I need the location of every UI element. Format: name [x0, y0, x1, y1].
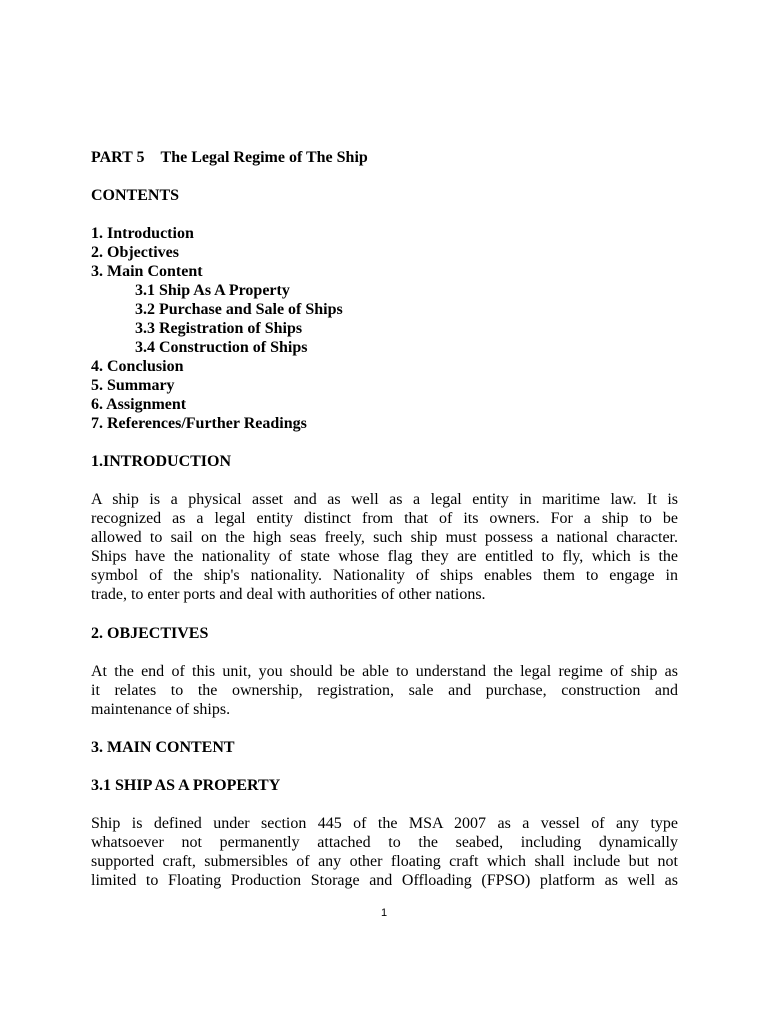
objectives-heading: 2. OBJECTIVES	[91, 625, 209, 642]
toc-subitem: 3.3 Registration of Ships	[135, 320, 303, 337]
paragraph-line: it relates to the ownership, registration, sale and purchase, construction and	[91, 682, 678, 699]
paragraph-line: trade, to enter ports and deal with authorities of other nations.	[91, 586, 486, 603]
paragraph-line: At the end of this unit, you should be able to understand the legal regime of ship as	[91, 663, 678, 680]
toc-item: 6. Assignment	[91, 396, 187, 413]
toc-subitem: 3.4 Construction of Ships	[135, 339, 308, 356]
paragraph-line: Ships have the nationality of state whose flag they are entitled to fly, which is the	[91, 548, 678, 565]
toc-item: 7. References/Further Readings	[91, 415, 307, 432]
toc-item: 5. Summary	[91, 377, 175, 394]
paragraph-line: Ship is defined under section 445 of the MSA 2007 as a vessel of any type	[91, 815, 678, 832]
paragraph-line: limited to Floating Production Storage and Offloading (FPSO) platform as well as	[91, 872, 678, 889]
toc-subitem: 3.2 Purchase and Sale of Ships	[135, 301, 343, 318]
document-title	[91, 148, 368, 167]
objectives-paragraph	[91, 662, 678, 719]
part-title: The Legal Regime of The Ship	[160, 149, 368, 166]
paragraph-line: whatsoever not permanently attached to the seabed, including dynamically	[91, 834, 678, 851]
paragraph-line: supported craft, submersibles of any other floating craft which shall include but not	[91, 853, 678, 870]
toc-subitem: 3.1 Ship As A Property	[135, 282, 290, 299]
section-heading: 3.1 SHIP AS A PROPERTY	[91, 777, 281, 794]
main-content-heading: 3. MAIN CONTENT	[91, 739, 235, 756]
page-number: 1	[380, 907, 388, 919]
ship-property-paragraph	[91, 814, 678, 890]
paragraph-line: A ship is a physical asset and as well as a legal entity in maritime law. It is	[91, 491, 678, 508]
toc-item: 3. Main Content	[91, 263, 203, 280]
paragraph-line: allowed to sail on the high seas freely, such ship must possess a national character.	[91, 529, 678, 546]
toc-item: 2. Objectives	[91, 244, 179, 261]
paragraph-line: maintenance of ships.	[91, 701, 231, 718]
toc-item: 1. Introduction	[91, 225, 194, 242]
paragraph-line: symbol of the ship's nationality. Nationality of ships enables them to engage in	[91, 567, 678, 584]
introduction-heading: 1.INTRODUCTION	[91, 453, 232, 470]
toc-item: 4. Conclusion	[91, 358, 184, 375]
contents-heading: CONTENTS	[91, 187, 180, 204]
part-label: PART 5	[91, 149, 145, 166]
paragraph-line: recognized as a legal entity distinct from that of its owners. For a ship to be	[91, 510, 678, 527]
introduction-paragraph	[91, 490, 678, 604]
